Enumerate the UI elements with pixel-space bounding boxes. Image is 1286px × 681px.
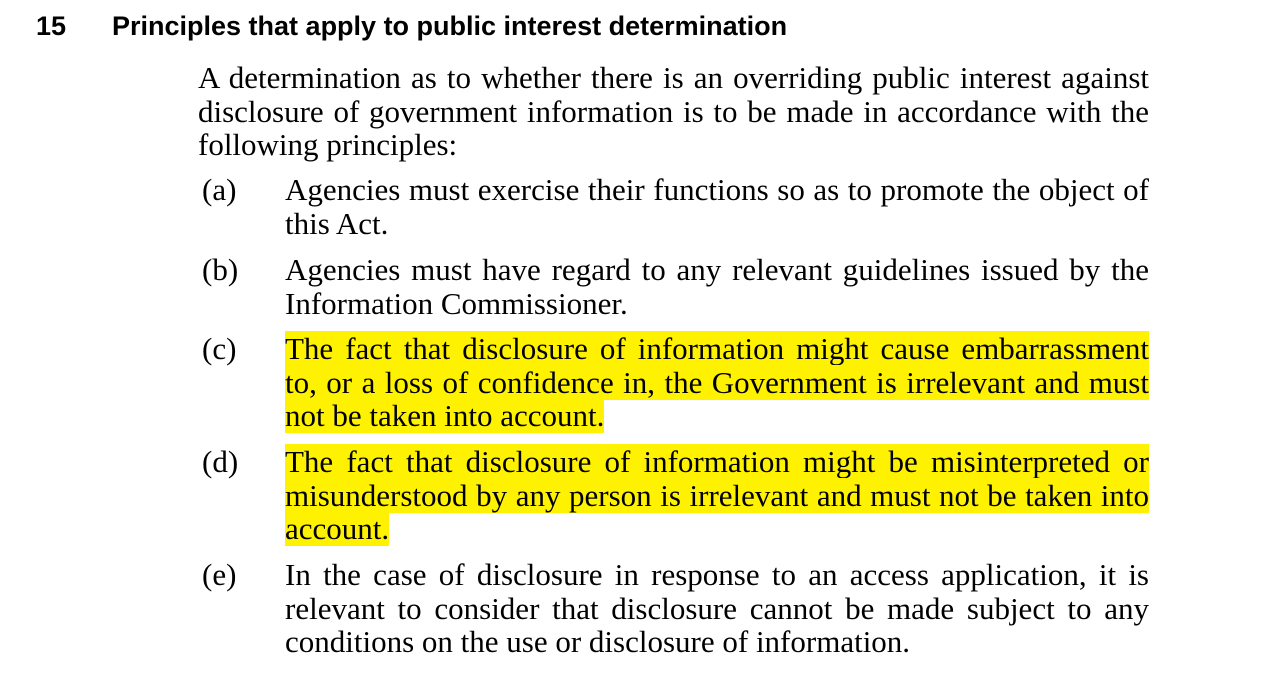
section-number: 15 [36, 11, 67, 41]
principle-label: (b) [202, 252, 239, 287]
principle-text: Agencies must have regard to any relevant guidelines issued by the Information Commissioner. [285, 252, 1149, 321]
principle-text: In the case of disclosure in response to an access application, it is relevant to consider that disclosure cannot be made subject to any conditions on the use or disclosure of information. [285, 557, 1149, 659]
principle-text [285, 445, 1149, 546]
highlighted-text: The fact that disclosure of information might cause embarrassment to, or a loss of confidence in, the Government is irrelevant and must not be taken into account. [285, 331, 1149, 433]
principle-label: (c) [202, 331, 237, 366]
section-heading [0, 8, 1286, 44]
principle-text [285, 332, 1149, 433]
section-title: Principles that apply to public interest determination [112, 11, 788, 41]
highlighted-text: The fact that disclosure of information might be misinterpreted or misunderstood by any person is irrelevant and must not be taken into account. [285, 444, 1149, 546]
principle-label: (d) [202, 444, 239, 479]
principle-text: Agencies must exercise their functions so as to promote the object of this Act. [285, 172, 1149, 241]
section-intro: A determination as to whether there is an overriding public interest against disclosure of government information is to be made in accordance with the following principles: [198, 60, 1149, 162]
principle-label: (e) [202, 557, 237, 592]
principle-label: (a) [202, 172, 237, 207]
